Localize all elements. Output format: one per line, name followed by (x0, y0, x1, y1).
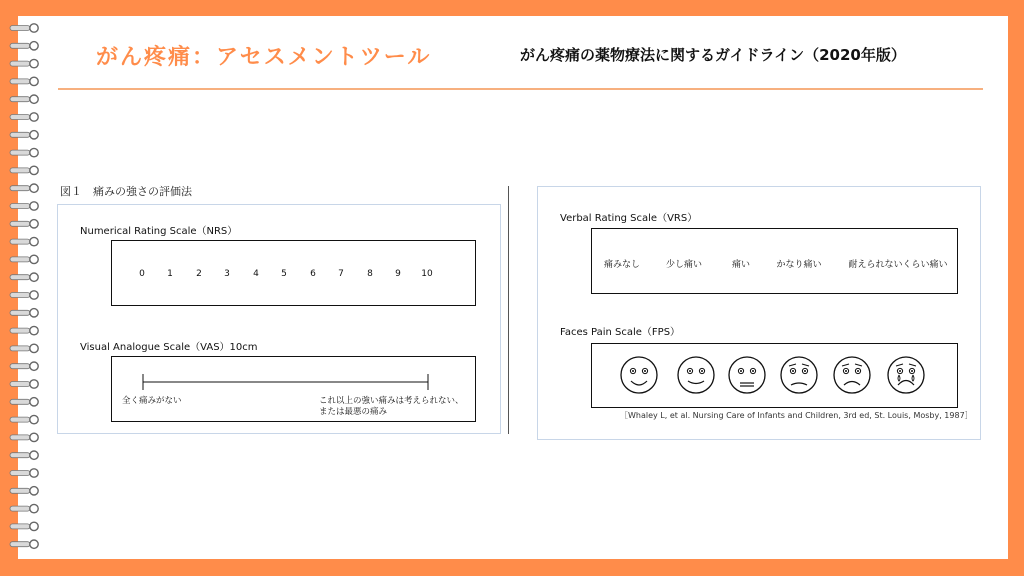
pain-face-5 (888, 357, 924, 393)
binding-ring (10, 398, 38, 406)
pain-face-4 (834, 357, 870, 393)
binding-ring (10, 237, 38, 245)
citation: ［Whaley L, et al. Nursing Care of Infants and Children, 3rd ed, St. Louis, Mosby, 1987］ (620, 411, 973, 420)
binding-ring (10, 59, 38, 67)
binding-ring (10, 415, 38, 423)
binding-ring (10, 344, 38, 352)
binding-ring (10, 24, 38, 32)
pain-face-1 (678, 357, 714, 393)
binding-ring (10, 220, 38, 228)
binding-ring (10, 362, 38, 370)
binding-ring (10, 504, 38, 512)
vrs-item: 少し痛い (665, 260, 703, 270)
vrs-item: 痛い (731, 260, 751, 270)
binding-ring (10, 95, 38, 103)
vrs-item: 耐えられないくらい痛い (848, 260, 948, 270)
nrs-number: 6 (310, 269, 316, 279)
vrs-label: Verbal Rating Scale（VRS） (560, 213, 698, 224)
pain-face-2 (729, 357, 765, 393)
nrs-number: 7 (338, 269, 344, 279)
nrs-number: 2 (196, 269, 202, 279)
vas-right-text-2: または最悪の痛み (319, 407, 388, 417)
binding-ring (10, 540, 38, 548)
nrs-number: 9 (395, 269, 401, 279)
nrs-number: 8 (367, 269, 373, 279)
page-title: がん疼痛：アセスメントツール (96, 45, 432, 70)
nrs-label: Numerical Rating Scale（NRS） (80, 226, 238, 237)
binding-ring (10, 131, 38, 139)
figure-title: 図１ 痛みの強さの評価法 (60, 185, 192, 198)
nrs-number: 0 (139, 269, 145, 279)
pain-face-3 (781, 357, 817, 393)
vas-label: Visual Analogue Scale（VAS）10cm (80, 342, 258, 353)
binding-ring (10, 433, 38, 441)
nrs-number: 1 (167, 269, 173, 279)
header-rule (58, 88, 983, 90)
binding-ring (10, 113, 38, 121)
binding-ring (10, 255, 38, 263)
binding-ring (10, 451, 38, 459)
binding-ring (10, 148, 38, 156)
binding-ring (10, 309, 38, 317)
vas-left-text: 全く痛みがない (122, 396, 182, 406)
binding-ring (10, 166, 38, 174)
binding-ring (10, 326, 38, 334)
fps-label: Faces Pain Scale（FPS） (560, 327, 681, 338)
vrs-item: かなり痛い (776, 260, 822, 270)
binding-ring (10, 487, 38, 495)
spiral-binding (6, 16, 46, 556)
faces-row (591, 343, 956, 406)
binding-ring (10, 469, 38, 477)
panel-divider (508, 186, 509, 434)
binding-ring (10, 380, 38, 388)
nrs-number: 5 (281, 269, 287, 279)
vas-right-text-1: これ以上の強い痛みは考えられない、 (319, 396, 464, 406)
vas-line (111, 356, 474, 420)
page-subtitle: がん疼痛の薬物療法に関するガイドライン（2020年版） (520, 46, 906, 64)
binding-ring (10, 273, 38, 281)
nrs-number: 10 (421, 269, 433, 279)
binding-ring (10, 77, 38, 85)
binding-ring (10, 42, 38, 50)
binding-ring (10, 202, 38, 210)
binding-ring (10, 522, 38, 530)
binding-ring (10, 291, 38, 299)
pain-face-0 (621, 357, 657, 393)
vrs-item: 痛みなし (603, 260, 641, 270)
nrs-number: 4 (253, 269, 259, 279)
nrs-number: 3 (224, 269, 230, 279)
binding-ring (10, 184, 38, 192)
